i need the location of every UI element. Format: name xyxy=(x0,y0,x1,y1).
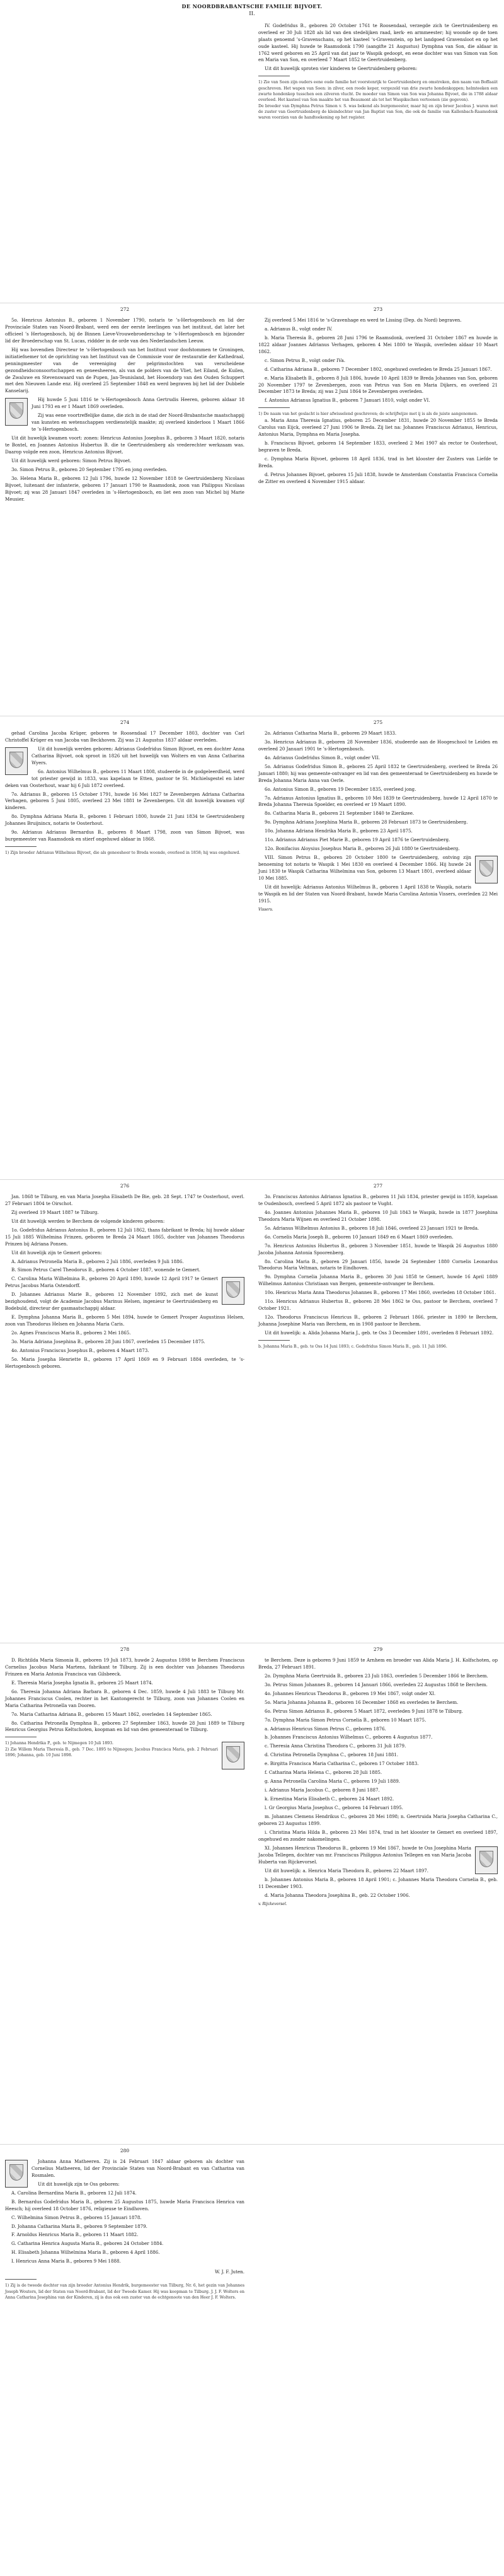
para: VIII. Simon Petrus B., geboren 20 October 1800 te Geertruidenberg, ontving zijn benoeming tot notaris te Waspik 1 Mei 1830 en overleed 4 December 1866. Hij huwde 24 Juni 1830 te Waspik Catharina Wilhelmina van Son, geboren 13 Maart 1801, overleed aldaar 10 Mei 1885. xyxy=(258,854,471,882)
para: Uit dit huwelijk werden geboren: Adrianus Godefridus Simon Bijvoet, en een dochter Anna Catharina Bijvoet, ook sproot in 1826 uit het huwelijk van Wolters en van Anna Catharina Wyers. xyxy=(32,745,244,766)
para: 3o. Petrus Simon Johannes B., geboren 14 Januari 1866, overleden 22 Augustus 1868 te Berchem. xyxy=(265,1681,488,1687)
footnote: 1) Zijn broeder Adrianus Wilhelmus Bijvoet, die als geneesheer te Breda woonde, overleed in 1858; hij was ongehuwd. xyxy=(5,851,241,856)
para: 12o. Theodorus Franciscus Henricus B., geboren 2 Februari 1866, priester in 1890 te Berchem, Johanna Josephine Maria van Berchem, en in 1908 pastoor te Berchem. xyxy=(258,1314,498,1327)
para: 12o. Bonifacius Aloysius Josephus Maria B., geboren 26 Juli 1880 te Geertruidenberg. xyxy=(265,846,460,852)
para: Johanna Anna Matheeren. Zij is 24 Februari 1847 aldaar geboren als dochter van Cornelius Matheeren, lid der Provinciale Staten van Noord-Brabant en van Catharina van Rosmalen. xyxy=(32,2158,244,2178)
para: a. Adrianus B., volgt onder IV. xyxy=(265,325,333,332)
para: E. Theresia Maria Josepha Ignatia B., geboren 25 Maart 1874. xyxy=(11,1679,153,1686)
para: Uit dit huwelijk: a. Henrica Maria Theodora B., geboren 22 Maart 1897. xyxy=(265,1868,429,1874)
para: B. Simon Petrus Carel Theodorus B., geboren 4 October 1887, wonende te Gemert. xyxy=(11,1267,201,1273)
para: 9o. Dymphna Cornelia Johanna Maria B., geboren 30 Juni 1858 te Gemert, huwde 16 April 1889 Wilhelmus Antonius Christiaan van Bergen, gemeente-ontvanger te Berchem. xyxy=(258,1274,498,1287)
para: 5o. Henricus Antonius B., geboren 1 November 1790, notaris te ’s-Hertogenbosch en lid der Provinciale Staten van Noord-Brabant, werd een der eerste leerlingen van het instituut, dat later het officieel ’s Hertogenbosch, bij de Binnen Lieve-Vrouwebroederschap te ’s-Hertogenbosch en bijzonder lid der Broederschap van St. Lucas, riddder in de orde van den Nederlandschen Leeuw. xyxy=(5,317,244,344)
para: 6o. Cornelis Maria Joseph B., geboren 10 Januari 1849 en 6 Maart 1869 overleden. xyxy=(265,1233,454,1240)
spread-2 xyxy=(0,303,504,707)
footnote: 2) Zie Willem Maria Theresia B., geb. 7 Dec. 1895 te Nijmegen; Jacobus Francisca Maria, geb. 2 Februari 1896; Johanna, geb. 10 Juni 1898. xyxy=(5,1747,218,1758)
footnote-rule xyxy=(5,2279,37,2280)
para: Uit dit huwelijk sproten vier kinderen te Geertruidenberg geboren: xyxy=(265,66,418,72)
para: Zij was eene voortreffelijke dame, die zich in de stad der Noord-Brabantsche maatschappij van kunsten en wetenschappen verdienstelijk maakte; zij overleed kinderloos 1 Maart 1866 te ’s-Hertogenbosch. xyxy=(32,412,244,433)
para: c. Simon Petrus B., volgt onder IVa. xyxy=(265,357,345,363)
page-280 xyxy=(5,2147,244,2300)
page-275 xyxy=(258,719,498,913)
para: 3o. Helena Maria B., geboren 12 Juli 1796, huwde 12 November 1818 te Geertruidenberg Nicolaas Bijvoet, luitenant der infanterie, geboren 17 Januari 1790 te Raamsdonk, zoon van Philippus Nicolaas Bijvoet; zij was 28 Januari 1847 overleden in ’s-Hertogenbosch, en liet een zoon van Michel bij Marie Meusier. xyxy=(5,475,244,503)
para: E. Dymphna Johanna Maria B., geboren 5 Mei 1894, huwde te Gemert Prosper Augustinus Helsen, zoon van Theodorus Helsen en Johanna Maria Caris. xyxy=(5,1314,244,1327)
footnote: 1) Johanna Hendrika P., geb. te Nijmegen 10 Juli 1893. xyxy=(5,1741,113,1746)
para: Uit dit huwelijk: Adrianus Antonius Wilhelmus B., geboren 1 April 1838 te Waspik, notaris te Waspik en lid der Staten van Noord-Brabant, huwde Maria Carolina Antonia Vissers, overleden 22 Mei 1915. xyxy=(258,884,498,904)
para: e. Maria Elisabeth B., geboren 8 Juli 1806, huwde 10 April 1839 te Breda Johannes van Son, geboren 20 November 1797 te Zevenbergen, zoon van Petrus van Son en Maria Dijkers, en overleed 21 December 1873 te Breda; zij was 2 Juni 1864 te Zevenbergen overleden. xyxy=(258,375,498,395)
kruger-coat-of-arms xyxy=(5,747,28,775)
para: Uit dit huwelijk werden te Berchem de volgende kinderen geboren: xyxy=(11,1218,165,1224)
para: te Berchem. Deze is geboren 9 Juni 1859 te Arnhem en broeder van Alida Maria J. H. Kolfschoten, op Breda, 27 Februari 1891. xyxy=(258,1657,498,1670)
para: C. Wilhelmina Simon Petrus B., geboren 15 Januari 1878. xyxy=(11,2214,142,2220)
para: i. Christina Maria Hilda B., geboren 23 Mei 1874, trad in het klooster te Gemert en overleed 1897, ongehuwd en zonder nakomelingen. xyxy=(258,1829,498,1843)
frinzen-coat-of-arms xyxy=(222,1277,244,1305)
para: 6o. Petrus Simon Adrianus B., geboren 5 Maart 1872, overleden 9 Juni 1878 te Tilburg. xyxy=(265,1708,463,1714)
page-number: 278 xyxy=(120,1646,130,1652)
para: e. Birgitta Francisca Maria Catharina C., geboren 17 October 1883. xyxy=(265,1761,419,1767)
para: b. Franciscus Bijvoet, geboren 14 September 1833, overleed 2 Mei 1907 als rector te Oosterhout, begraven te Breda. xyxy=(258,440,498,453)
para: 4o. Johannes Henricus Theodorus B., geboren 19 Mei 1867, volgt onder XI. xyxy=(265,1690,436,1696)
footnote: b. Johanna Maria B., geb. te Oss 14 Juni 1893; c. Godefridus Simon Maria B., geb. 11 Juli 1896. xyxy=(258,1344,447,1349)
page-271 xyxy=(6,3,498,121)
para: b. Johannes Antonius Maria B., geboren 18 April 1901; c. Johannes Maria Theodora Cornelia B., geb. 11 December 1903. xyxy=(258,1877,498,1890)
para: Zij overleed 19 Maart 1887 te Tilburg. xyxy=(11,1209,99,1215)
page-number: 276 xyxy=(120,1183,130,1189)
para: XI. Johannes Henricus Theodorus B., geboren 19 Mei 1867, huwde te Oss Josephina Maria Jacoba Tellegen, dochter van mr. Franciscus Philippus Antonius Tellegen en van Maria Jacoba Huberta van Rijckevorsel. xyxy=(258,1845,471,1865)
footnote-rule xyxy=(258,1340,290,1341)
vissers-coat-of-arms xyxy=(475,856,498,883)
para: a. Maria Anna Theresia Ignatius, geboren 25 December 1831, huwde 20 November 1855 te Breda Carolus van Eijck, overleed 27 Juni 1906 te Breda. Zij liet na: Johannes Franciscus Adrianus, Henricus, Antonius Maria, Dymphna en Maria Josepha. xyxy=(258,417,498,437)
para: 8o. Dymphna Adriana Maria B., geboren 1 Februari 1800, huwde 21 Juni 1834 te Geertruidenberg Johannes Bruijnincx, notaris te Oosterhout. xyxy=(5,813,244,827)
para: 6o. Antonius Wilhelmus B., geboren 11 Maart 1808, studeerde in de godgeleerdheid, werd tot priester gewijd in 1833, was kapelaan te Etten, pastoor te St. Michielsgestel en later deken van Oosterhout, waar hij 6 Juli 1872 overleed. xyxy=(5,768,244,788)
para: 7o. Dymphna Maria Simon Petrus Cornelia B., geboren 10 Maart 1875. xyxy=(265,1716,427,1723)
footnote: 1) Zie van Soen zijn ouders eene oude familie het voorstenrijk te Geertruidenberg en omstreken, den naam van Boffaaiit geschreven. Het wapen van Soen: in zilver, een roode keper, vergezeld van drie zwarte hondenkoppen; helmteeken een zwarte hondenkop tusschen een zilveren vlucht. De moeder van Simon van Son was Johanna Bijvoet, die in 1788 aldaar overleed. Het kasteel van Son maakte het van Beaumont als tot het Waspikschen vertoonen (zie gegeven). xyxy=(258,80,498,103)
page-277 xyxy=(258,1182,498,1350)
footnote: De broeder van Dymphna Petrus Simon v. S. was bekend als burgemeester, maar hij en zijn broer Jacobus J. waren met de zuster van Geertruidenberg de kleindochter van Jan Baptist van Son, die ook de familie van Kallenbach-Raamsdonk waren voorzien van de handteekening op het register. xyxy=(258,103,498,120)
page-number: 272 xyxy=(120,306,130,312)
spread-6 xyxy=(0,2144,504,2573)
para: f. Catharina Maria Helena C., geboren 28 Juli 1885. xyxy=(265,1769,382,1776)
para: 11o. Henricus Adrianus Hubertus B., geboren 28 Mei 1862 te Oss, pastoor te Berchem, overleed 7 October 1921. xyxy=(258,1298,498,1312)
page-271-body xyxy=(258,23,498,121)
para: f. Antonius Adrianus Ignatius B., geboren 7 Januari 1810, volgt onder VI. xyxy=(265,397,430,404)
page-number: 279 xyxy=(373,1646,383,1652)
para: 11o. Adrianus Adrianus Piet Marie B., geboren 19 April 1876 te Geertruidenberg. xyxy=(265,837,450,843)
para: 3o. Henricus Adrianus B., geboren 28 November 1836, studeerde aan de Hoogeschool te Leiden en overleed 20 Januari 1901 te ’s-Hertogenbosch. xyxy=(258,738,498,752)
para: C. Carolina Maria Wilhelmina B., geboren 20 April 1890, huwde 12 April 1917 te Gemert Petrus Jacobus Maria Ostendorff. xyxy=(5,1276,218,1289)
para: H. Elisabeth Johanna Wilhelmina Maria B., geboren 4 April 1886. xyxy=(11,2249,160,2256)
para: 3o. Maria Adriana Josephina B., geboren 28 Juni 1867, overleden 15 December 1875. xyxy=(11,1339,205,1345)
matheeren-coat-of-arms xyxy=(5,2160,28,2188)
para: Hij huwde 5 Juni 1816 te ‘s-Hertogenbosch Anna Gertrudis Heeren, geboren aldaar 18 Juni 1793 en er 1 Maart 1869 overleden. xyxy=(32,397,244,410)
para: m. Johannes Clemens Hendrikus C., geboren 28 Mei 1898; n. Geertruida Maria Josepha Catharina C., geboren 23 Augustus 1899. xyxy=(258,1814,498,1827)
para: a. Adrianus Henricus Simon Petrus C., geboren 1876. xyxy=(265,1725,386,1732)
spread-5 xyxy=(0,1643,504,2135)
para: gehad Carolina Jacoba Krüger, geboren te Roosendaal 17 December 1803, dochter van Carl Christoffel Krüger en van Jacoba van Beckhoven. Zij was 21 Augustus 1837 aldaar overleden. xyxy=(5,730,244,743)
footnote: 1) De naam van het geslacht is hier afwisselend geschreven; de schrijfwijze met ij is als de juiste aangenomen. xyxy=(258,412,478,417)
para: 5o. Maria Josepha Henriette B., geboren 17 April 1869 en 9 Februari 1884 overleden, te ’s-Hertogenbosch geboren. xyxy=(5,1356,244,1370)
para: Jan. 1868 te Tilburg, en van Maria Josepha Elisabeth De Bie, geb. 28 Sept. 1747 te Oosterhout, overl. 27 Februari 1804 te Oirschot. xyxy=(5,1193,244,1206)
para: 4o. Joannes Antonius Johannes Maria B., geboren 10 Juli 1843 te Waspik, huwde in 1877 Josephina Theodora Maria Wijnen en overleed 21 October 1898. xyxy=(258,1209,498,1222)
section-number: II. xyxy=(249,11,255,18)
spread-4 xyxy=(0,1179,504,1634)
para: 1o. Godefridus Adrianus Antonius B., geboren 12 Juli 1862, thans fabrikant te Breda; hij huwde aldaar 15 Juli 1885 Wilhelmina Frinzen, geboren te Breda 24 Maart 1865, dochter van Johannes Theodorus Prinzen bij Adriana Ponsen. xyxy=(5,1227,244,1247)
para: 2o. Adrianus Catharina Maria B., geboren 29 Maart 1833. xyxy=(265,730,397,736)
para: 7o. Maria Catharina Adriana B., geboren 15 Maart 1862, overleden 14 September 1865. xyxy=(11,1711,212,1717)
para: 7o. Henricus Antonius Hubertus B., geboren 3 November 1851, huwde te Waspik 26 Augustus 1880 Jacoba Johanna Antonia Spoorenberg. xyxy=(258,1242,498,1256)
para: 5o. Adrianus Godefridus Simon B., geboren 25 April 1832 te Geertruidenberg, overleed te Breda 26 Januari 1880; hij was gemeente-ontvanger en lid van den gemeenteraad te Geertruidenberg en huwde te Breda Johanna Maria Anna van Oerle. xyxy=(258,763,498,783)
para: 5o. Adrianus Wilhelmus Antonius B., geboren 18 Juli 1846, overleed 23 Januari 1921 te Breda. xyxy=(265,1225,479,1231)
para: d. Catharina Adriana B., geboren 7 December 1802, ongehuwd overleden te Breda 25 Januari 1867. xyxy=(265,366,492,372)
para: c. Dymphna Maria Bijvoet, geboren 18 April 1836, trad in het klooster der Zusters van Liefde te Breda. xyxy=(258,455,498,469)
tellegen-coat-of-arms xyxy=(475,1846,498,1874)
page-273 xyxy=(258,306,498,487)
arms-caption: v. Rijckevorsel. xyxy=(258,1902,287,1907)
para: A. Adrianus Petronella Maria B., geboren 2 Juli 1886, overleden 9 Juli 1886. xyxy=(11,1258,184,1264)
para: d. Christina Petronella Dymphna C., geboren 18 Juni 1881. xyxy=(265,1752,399,1758)
para: 3o. Simon Petrus B., geboren 20 September 1795 en jong overleden. xyxy=(11,467,168,473)
para: l. Gr Georgius Maria Josephus C., geboren 14 Februari 1895. xyxy=(265,1805,403,1811)
para: g. Anna Petronella Carolina Maria C., geboren 19 Juli 1889. xyxy=(265,1778,400,1785)
page-number: 280 xyxy=(120,2148,130,2153)
para: D. Johannes Adrianus Marie B., geboren 12 November 1892, zich met de kunst bezighoudend, volgt de Academie Jacobus Marinus Helsen, ingenieur te Geertruidenberg en Bodebuld, directeur der gasmaatschappij aldaar. xyxy=(5,1291,218,1312)
para: d. Petrus Johannes Bijvoet, geboren 15 Juli 1838, huwde te Amsterdam Constantia Francisca Cornelia de Zitter en overleed 4 November 1915 aldaar. xyxy=(258,471,498,484)
coolen-coat-of-arms xyxy=(222,1742,244,1769)
para: 8o. Catharina Petronella Dymphna B., geboren 27 September 1863, huwde 28 Juni 1889 te Tilburg Henricus Georgius Petrus Keltschoten, koopman en lid van den gemeenteraad te Tilburg. xyxy=(5,1720,244,1733)
para: Uit dit huwelijk: a. Alida Johanna Maria J., geb. te Oss 3 December 1891, overleden 8 Februari 1892. xyxy=(265,1330,494,1336)
para: 5o. Maria Johanna Johanna B., geboren 16 December 1868 en overleden te Berchem. xyxy=(265,1699,459,1705)
para: Uit dit huwelijk werd geboren: Simon Petrus Bijvoet. xyxy=(11,458,132,464)
page-272 xyxy=(5,306,244,505)
page-number: 275 xyxy=(373,720,383,725)
para: Uit dit huwelijk zijn te Gemert geboren: xyxy=(11,1249,102,1256)
para: 3o. Franciscus Antonius Adrianus Ignatius B., geboren 11 Juli 1834, priester gewijd in 1859, kapelaan te Oudenbosch, overleed 5 April 1872 als pastoor te Vught. xyxy=(258,1193,498,1206)
footnote: 1) Zij is de tweede dochter van zijn broeder Antonius Hendrik, burgemeester van Tilburg, Nr. 6, het gezin van Johannes Joseph Wouters, lid der Staten van Noord-Brabant, lid der Tweede Kamer. Hij was koopman te Tilburg. J. J. F. Wolters en Anna Catharina Josephina van der Kinderen, zij is dus ook een zuster van de echtgenoote van den Heer J. F. Wolters. xyxy=(5,2283,244,2300)
para: I. Henricus Anna Maria B., geboren 9 Mei 1888. xyxy=(11,2258,121,2264)
para: 6o. Antonius Simon B., geboren 19 December 1835, overleed jong. xyxy=(265,786,416,792)
page-number: 274 xyxy=(120,720,130,725)
para: 2o. Dymphna Maria Geertruida B., geboren 23 Juli 1863, overleden 5 December 1866 te Berchem. xyxy=(265,1672,488,1679)
para: B. Bernardus Godefridus Maria B., geboren 25 Augustus 1875, huwde Maria Francisca Henrica van Heesch; hij overleed 18 October 1876, religieuse te Eindhoven. xyxy=(5,2198,244,2212)
page-279 xyxy=(258,1646,498,1907)
para: D. Richtilda Maria Simonia B., geboren 19 Juli 1873, huwde 2 Augustus 1898 te Berchem Franciscus Cornelius Jacobus Maria Martens, fabrikant te Tilburg. Zij is een dochter van Johannes Theodorus Frinzen en Maria Antonia Francisca van Gilsbeeck. xyxy=(5,1657,244,1677)
para: d. Maria Johanna Theodora Josephina B., geb. 22 October 1906. xyxy=(265,1892,410,1899)
para: 6o. Theresia Johanna Adriana Barbara B., geboren 4 Dec. 1859, huwde 4 Juli 1883 te Tilburg Mr. Johannes Franciscus Coolen, rechter in het Kantongerecht te Tilburg, zoon van Johannes Coolen en Maria Catharina Petronella van Dooren. xyxy=(5,1688,244,1708)
para: 9o. Dymphna Adriana Josephina Maria B., geboren 28 Februari 1873 te Geertruidenberg. xyxy=(265,819,468,825)
spread-3 xyxy=(0,716,504,1170)
page-number: 273 xyxy=(373,306,383,312)
para: 9o. Adrianus Adrianus Bernardus B., geboren 8 Maart 1798, zoon van Simon Bijvoet, was burgemeester van Raamsdonk en stierf ongehuwd aldaar in 1868. xyxy=(5,829,244,842)
para: 4o. Antonius Franciscus Josephus B., geboren 4 Maart 1873. xyxy=(11,1348,149,1354)
para: 7o. Adrianus Antonius Ignatius B., geboren 10 Mei 1839 te Geertruidenberg, huwde 12 April 1870 te Breda Johanna Theresia Spoelder, en overleed er 19 Maart 1890. xyxy=(258,795,498,808)
para: 2o. Agnes Franciscus Maria B., geboren 2 Mei 1865. xyxy=(11,1330,131,1336)
footnote-rule xyxy=(258,407,290,408)
para: 10o. Henricus Maria Anna Theodorus Johannes B., geboren 17 Mei 1860, overleden 18 October 1861. xyxy=(265,1290,496,1296)
spread-1 xyxy=(0,0,504,296)
para: Zij overleed 5 Mei 1816 te ‘s-Gravenhage en werd te Lissing (Dep. du Nord) begraven. xyxy=(265,317,462,323)
para: k. Ernestina Maria Elisabeth C., geboren 24 Maart 1892. xyxy=(265,1796,394,1802)
para: 8o. Carolina Maria B., geboren 29 Januari 1856, huwde 24 September 1880 Cornelis Leonardus Theodorus Maria Veltman, notaris te Eindhoven. xyxy=(258,1258,498,1271)
footnote-rule xyxy=(5,846,37,847)
page-276 xyxy=(5,1182,244,1372)
para: 7o. Adrianus B., geboren 15 October 1791, huwde 16 Mei 1827 te Zevenbergen Adriana Catharina Verhagen, geboren 5 Juni 1805, overleed 23 Mei 1881 te Zevenbergen. Uit dit huwelijk kwamen vijf kinderen. xyxy=(5,791,244,811)
para: 8o. Catharina Maria B., geboren 21 September 1840 te Zierikzee. xyxy=(265,810,415,817)
running-header: DE NOORDBRABANTSCHE FAMILIE BIJVOET. xyxy=(181,3,323,9)
para: Hij was bovendien Directeur te ‘s-Hertogenbosch van het Instituut voor doofstommen te Groningen, initiatiefnemer tot de oprichting van het Instituut van de Commissie voor de restauratie der Kathedraal, penningmeester van de vereeniging der pelgrimstochten van verscheidene gezondheidsconsoortschappen en geneesheeren, als van de polders van de Vliet, het Eiland, de Kuilen, de Zwaluwe en Stevenswaard van de Pupen, Jan-Teunisland, het Hooendorp van den Ouden Schuppert met den Nieuwen Lande enz. Hij overleed 25 September 1848 en werd begraven bij het lid der Dubbele Kanselarij. xyxy=(5,346,244,394)
para: b. Johannes Franciscus Antonius Wilhelmus C., geboren 4 Augustus 1877. xyxy=(265,1734,433,1740)
arms-caption: Vissers. xyxy=(258,907,273,912)
para: c. Theresia Anna Christina Theodora C., geboren 31 Juli 1879. xyxy=(265,1743,406,1749)
para: 10o. Johanna Adriana Hendrika Maria B., geboren 23 April 1875. xyxy=(265,828,413,834)
author-signature: W. J. F. Juten. xyxy=(215,2269,244,2275)
heeren-coat-of-arms xyxy=(5,398,28,426)
page-number: 277 xyxy=(373,1183,383,1189)
para: F. Arnoldus Henricus Maria B., geboren 11 Maart 1882. xyxy=(11,2232,139,2238)
para: Uit dit huwelijk zijn te Oss geboren: xyxy=(38,2181,120,2187)
para: A. Carolina Bernardina Maria B., geboren 12 Juli 1874. xyxy=(11,2189,137,2196)
para: D. Johanna Catharina Maria B., geboren 9 September 1879. xyxy=(11,2223,147,2229)
para: i. Adrianus Maria Jacobus C., geboren 8 Juni 1887. xyxy=(265,1787,380,1793)
para: 4o. Adrianus Godefridus Simon B., volgt onder VII. xyxy=(265,754,381,761)
para: IV. Godefridus B., geboren 20 October 1761 te Roosendaal, verzegde zich te Geertruidenberg en overleed er 30 Juli 1828 als lid van den stedelijken raad, kerk- en armmeester; hij woonde op de toen plaats genoemd ’s-Gravenschans, op het kasteel ‘s-Gravenstein, op het landgoed Gravensloot en op het oude kasteel. Hij huwde te Raamsdonk 1790 (aangifte 21 Augustus) Dymphna van Son, die aldaar in 1762 werd geboren en 25 April van dat jaar te Waspik gedoopt, en eene dochter was van Simon van Son en Maria van Son, en overleed 7 Maart 1852 te Geertruidenberg. xyxy=(258,22,498,63)
page-278 xyxy=(5,1646,244,1771)
para: Uit dit huwelijk kwamen voort: zonen: Henricus Antonius Josephus B., geboren 3 Maart 1820, notaris te Boxtel, en Joannes Antonius Hubertus B. die te Geertruidenberg als vrederechter werkzaam was. Daarop volgde een zoon, Henricus Antonius Bijvoet. xyxy=(5,435,244,455)
page-274 xyxy=(5,719,244,856)
para: G. Catharina Henrica Augusta Maria B., geboren 24 October 1884. xyxy=(11,2241,164,2247)
para: b. Maria Theresia B., geboren 28 Juni 1796 te Raamsdonk, overleed 31 October 1867 en huwde in 1822 aldaar Joannes Adrianus Verhagen, geboren 4 Mei 1800 te Waspik, overleden aldaar 10 Maart 1862. xyxy=(258,334,498,354)
